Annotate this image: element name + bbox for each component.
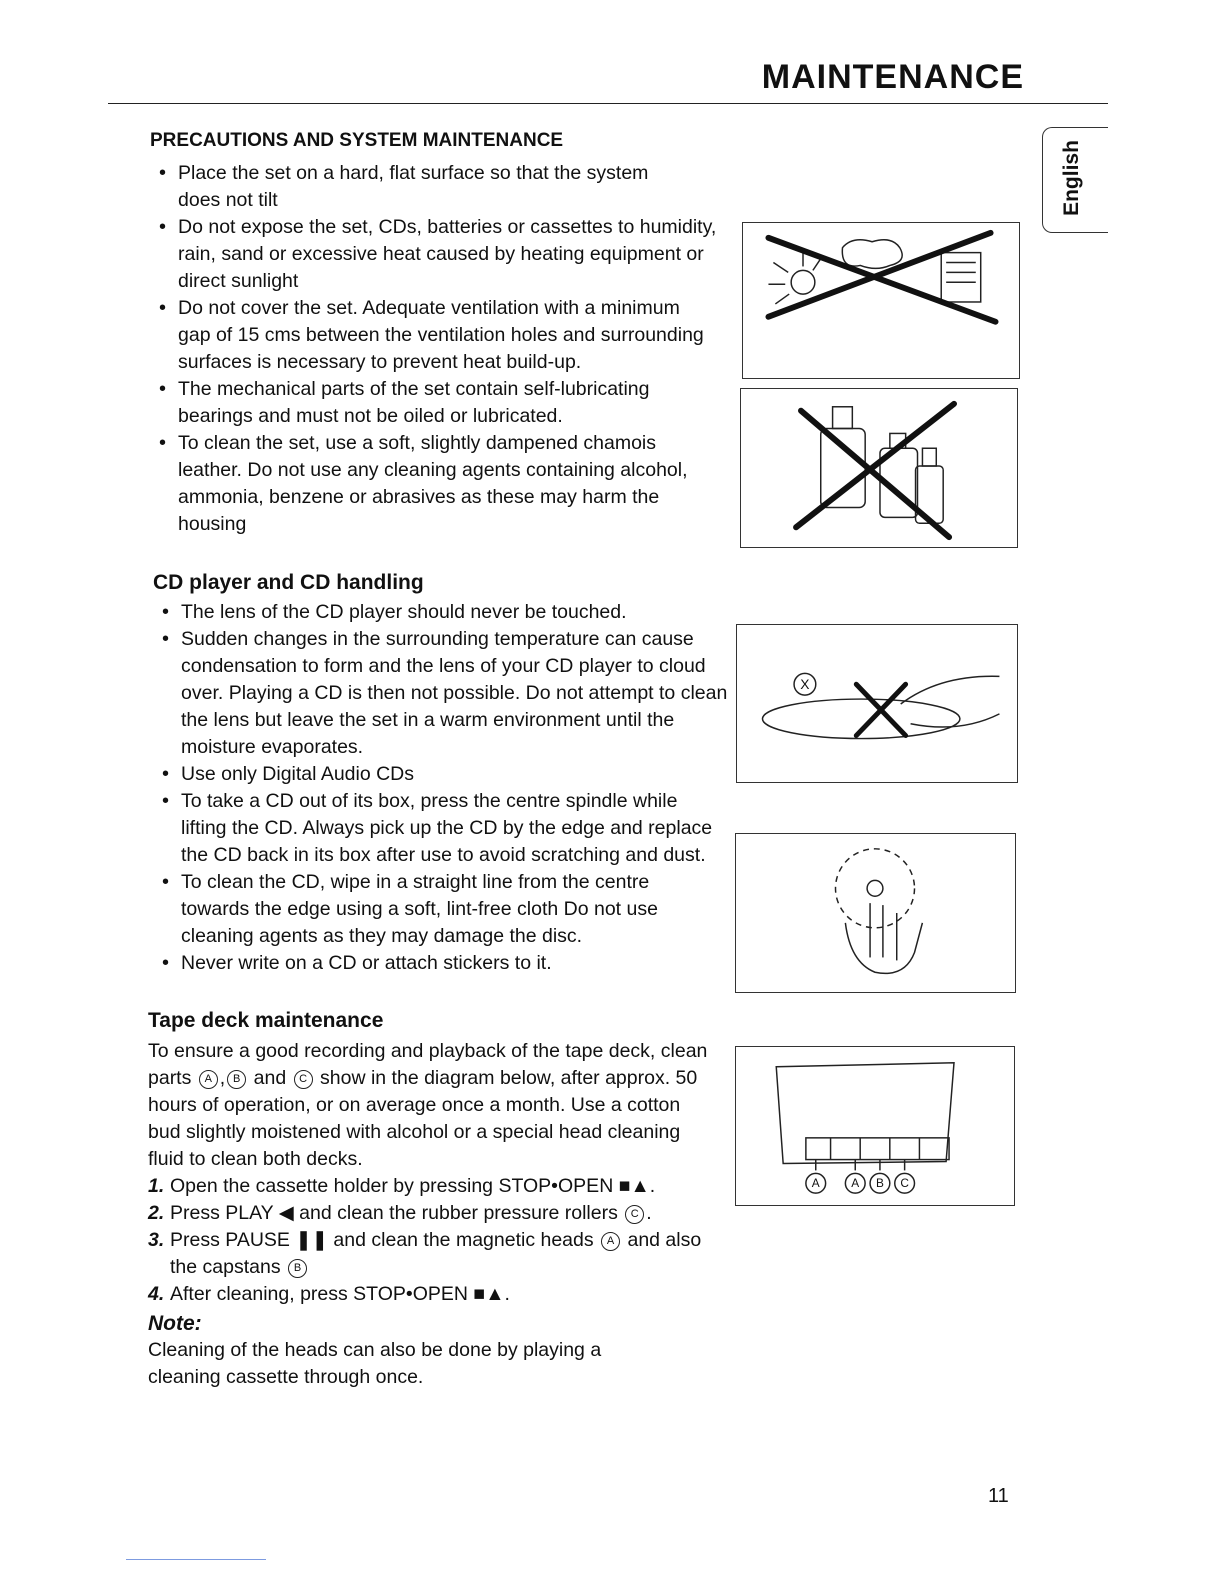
list-item: • Do not expose the set, CDs, batteries or cassettes to humidity, rain, sand or excessive heat caused by heating equipment or direct sunlight [150, 214, 728, 295]
figure-holding-cd [735, 833, 1016, 993]
bottle-icon [821, 429, 865, 508]
tape-label-c: C [900, 1176, 909, 1191]
tape-intro-c: show in the diagram below, after approx. 50 hours of operation, or on average once a month. Use a cotton bud slightly moistened with alcohol or a special head cleaning fluid to clean both decks. [148, 1067, 698, 1170]
list-item: • To clean the set, use a soft, slightly dampened chamois leather. Do not use any cleaning agents containing alcohol, ammonia, benzene or abrasives as these may harm the housing [150, 430, 698, 538]
page-number: 11 [988, 1485, 1009, 1507]
tape-deck-illustration [736, 1047, 1014, 1205]
step-item [148, 1281, 713, 1308]
bottles-illustration [741, 389, 1017, 547]
step-number: 2. [148, 1202, 165, 1224]
hand-icon [901, 676, 1000, 704]
step-number: 3. [148, 1229, 165, 1251]
part-a-label: A [601, 1232, 620, 1251]
figure-tape-deck-parts [735, 1046, 1015, 1206]
list-item: • The mechanical parts of the set contain self-lubricating bearings and must not be oiled or lubricated. [150, 376, 688, 430]
precautions-heading: PRECAUTIONS AND SYSTEM MAINTENANCE [150, 130, 564, 151]
step-text: Press PAUSE ❚❚ and clean the magnetic heads [170, 1229, 594, 1251]
step-text: Press PLAY ◀ and clean the rubber pressure rollers [170, 1202, 618, 1224]
page-title: MAINTENANCE [761, 58, 1024, 96]
header-rule [108, 103, 1108, 104]
sun-heater-illustration [743, 223, 1019, 378]
tape-label-b: B [875, 1176, 884, 1191]
figure-no-heat-sun [742, 222, 1020, 379]
step-item [148, 1227, 713, 1281]
sun-icon [791, 270, 815, 294]
part-c-label: C [294, 1070, 313, 1089]
hand-icon [845, 923, 922, 973]
step-number: 4. [148, 1283, 165, 1305]
list-item: • The lens of the CD player should never be touched. [153, 599, 721, 626]
cloud-icon [842, 240, 902, 269]
tape-intro-a: To ensure a good recording and playback of the tape deck, clean parts [148, 1040, 708, 1089]
part-c-label: C [625, 1205, 644, 1224]
tape-steps [148, 1173, 713, 1308]
cd-hand-illustration [736, 834, 1015, 992]
tape-intro: To ensure a good recording and playback of the tape deck, clean parts A , B and C show in the diagram below, after approx. 50 hours of operation, or on average once a month. Use a cotton bud slightly moistened with alcohol or a special head cleaning fluid to clean both decks. [148, 1040, 708, 1170]
list-item: • To clean the CD, wipe in a straight line from the centre towards the edge using a soft, lint-free cloth Do not use cleaning agents as they may damage the disc. [153, 869, 711, 950]
figure-no-cleaning-agents [740, 388, 1018, 548]
lens-touch-illustration [737, 625, 1017, 782]
step-number: 1. [148, 1175, 165, 1197]
heater-icon [941, 253, 980, 302]
part-b-label: B [227, 1070, 246, 1089]
cd-heading: CD player and CD handling [153, 571, 424, 594]
head-block-icon [806, 1138, 949, 1160]
list-item: • Sudden changes in the surrounding temperature can cause condensation to form and the lens of your CD player to cloud over. Playing a CD is then not possible. Do not attempt to clean the lens but leave the set in a warm environment until the moisture evaporates. [153, 626, 731, 761]
list-item: • Do not cover the set. Adequate ventilation with a minimum gap of 15 cms between the ventilation holes and surrounding surfaces is necessary to prevent heat build-up. [150, 295, 708, 376]
figure-do-not-touch-lens [736, 624, 1018, 783]
cd-disc-icon [836, 849, 915, 928]
list-item: • Never write on a CD or attach stickers to it. [153, 950, 721, 977]
note-text: Cleaning of the heads can also be done by playing a cleaning cassette through once. [148, 1339, 602, 1388]
note-heading: Note: [148, 1312, 202, 1335]
list-item: • To take a CD out of its box, press the centre spindle while lifting the CD. Always pick up the CD by the edge and replace the CD back in its box after use to avoid scratching and dust. [153, 788, 726, 869]
list-item: • Place the set on a hard, flat surface so that the system does not tilt [150, 160, 678, 214]
cd-section [153, 569, 733, 977]
language-tab-label: English [1060, 140, 1083, 216]
step-text: Open the cassette holder by pressing STOP•OPEN ■▲. [170, 1175, 656, 1197]
tape-heading: Tape deck maintenance [148, 1009, 384, 1032]
step-text: and also the capstans [170, 1229, 702, 1278]
footer-rule [126, 1559, 266, 1560]
tape-section [148, 1007, 713, 1391]
step-item: 2. Press PLAY ◀ and clean the rubber pressure rollers C . [148, 1200, 713, 1227]
cassette-holder-icon [776, 1063, 954, 1164]
step-item [148, 1173, 713, 1200]
lens-label: X [800, 676, 810, 693]
tape-label-a: A [811, 1176, 820, 1191]
precautions-section [150, 127, 730, 538]
list-item: • Use only Digital Audio CDs [153, 761, 721, 788]
tape-label-a: A [851, 1176, 860, 1191]
part-a-label: A [199, 1070, 218, 1089]
tape-intro-b: and [253, 1067, 287, 1089]
step-text: After cleaning, press STOP•OPEN ■▲. [170, 1283, 510, 1305]
part-b-label: B [288, 1259, 307, 1278]
